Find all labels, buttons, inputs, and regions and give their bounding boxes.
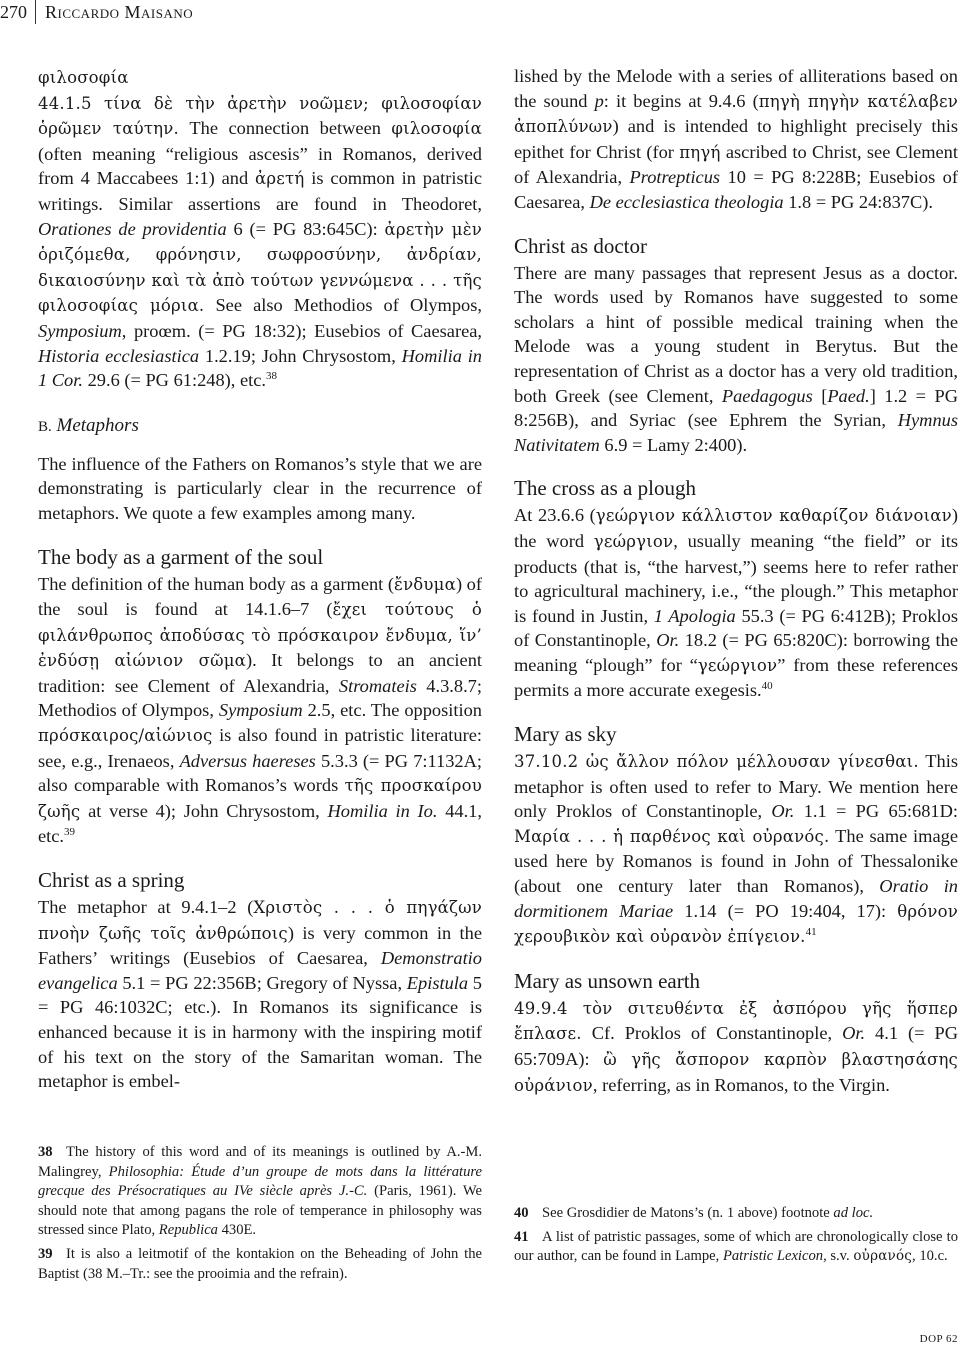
text-run: The connection between xyxy=(178,118,392,139)
text-run: is common in patristic writings. Similar assertions are found in Theodoret, xyxy=(38,168,483,214)
text-run: See Grosdidier de Matons’s (n. 1 above) footnote xyxy=(542,1205,834,1221)
subheading-body-garment: The body as a garment of the soul xyxy=(38,544,324,569)
greek-text: πηγή xyxy=(679,142,721,162)
footnote-number: 38 xyxy=(38,1144,53,1160)
greek-text: ἀρετή xyxy=(255,169,305,189)
text-run: [ xyxy=(812,385,828,406)
text-run: This metaphor is often used to refer to Mary. We mention here only Proklos of Constantinople, xyxy=(514,751,958,822)
right-column xyxy=(514,64,958,1098)
italic-text: Or. xyxy=(656,630,680,651)
text-run: lished by the Melode with a series of alliterations based on the sound xyxy=(514,66,958,111)
greek-text: γεώργιον κάλλιστον καθαρίζον διάνοιαν xyxy=(595,506,952,526)
text-run: ascribed to Christ, see Clement of Alexandria, xyxy=(514,141,958,188)
greek-text: Χριστὸς . . . ὁ πηγάζων πνοὴν ζωῆς τοῖς ἀνθρώποις xyxy=(38,898,482,943)
text-run: Cf. Proklos of Constantinople, xyxy=(581,1023,843,1044)
italic-text: ad loc. xyxy=(833,1205,874,1221)
footnote-ref: 41 xyxy=(805,926,817,939)
footnote xyxy=(38,1245,482,1284)
text-run: 29.6 (= PG 61:248), etc. xyxy=(82,370,267,391)
text-run: 6.9 = Lamy 2:400). xyxy=(599,434,748,455)
greek-text: 44.1.5 τίνα δὲ τὴν ἀρετὴν νοῶμεν; φιλοσοφίαν ὁρῶμεν ταύτην. xyxy=(38,93,482,139)
text-run: 430E. xyxy=(217,1222,257,1239)
footnote-ref: 38 xyxy=(266,370,278,383)
text-run: ” from these references permits a more accurate exegesis. xyxy=(514,654,959,701)
footnote-number: 39 xyxy=(38,1245,53,1262)
italic-text: Symposium xyxy=(218,700,303,721)
footnotes-right xyxy=(514,1204,958,1271)
footnote-text xyxy=(38,1144,482,1238)
subheading-mary-sky: Mary as sky xyxy=(514,722,617,747)
italic-text: De ecclesiastica theologia xyxy=(589,191,784,212)
italic-text: Protrepticus xyxy=(629,167,721,188)
italic-text: Homilia in 1 Cor. xyxy=(38,345,482,391)
text-run: ). It belongs to an ancient tradition: see Clement of Alexandria, xyxy=(38,650,482,696)
greek-text: οὐρανός xyxy=(853,1248,913,1265)
text-run: ) the word xyxy=(514,505,958,551)
running-head xyxy=(0,0,400,26)
italic-text: p xyxy=(594,90,604,111)
footnote-text xyxy=(38,1246,482,1282)
greek-text: ἔνδυμα xyxy=(394,574,456,594)
text-run: , s.v. xyxy=(823,1248,854,1265)
italic-text: Symposium xyxy=(38,320,122,341)
text-run: 1.8 = PG 24:837C). xyxy=(783,191,933,212)
footnote-text xyxy=(514,1229,958,1265)
text-run: 4.3.8.7; Methodios of Olympos, xyxy=(38,675,482,721)
text-run: : it begins at 9.4.6 ( xyxy=(603,90,759,111)
intro-heading: φιλοσοφία xyxy=(38,68,129,87)
text-run: A list of patristic passages, some of which are chronologically close to our author, can be found in Lampe, xyxy=(514,1228,958,1265)
text-run: 5.1 = PG 22:356B; Gregory of Nyssa, xyxy=(117,972,407,993)
text-run: See also Methodios of Olympos, xyxy=(204,295,482,316)
footnote xyxy=(514,1228,958,1267)
paragraph-christ-doctor xyxy=(514,261,958,458)
italic-text: Or. xyxy=(842,1023,866,1044)
text-run: ) is very common in the Fathers’ writings (Eusebios of Caesarea, xyxy=(38,922,482,969)
text-run: 6 (= PG 83:645C): xyxy=(226,218,385,239)
text-run: 2.5, etc. The opposition xyxy=(302,700,482,721)
paragraph-mary-sky xyxy=(514,749,958,950)
text-run: 10 = PG 8:228B; Eusebios of Caesarea, xyxy=(514,167,958,212)
greek-text: 49.9.4 τὸν σιτευθέντα ἐξ ἀσπόρου γῆς ἥσπερ ἔπλασε. xyxy=(514,998,958,1044)
text-run: , usually meaning “the field” or its products (that is, “the harvest,”) seems here to refer rather to agricultural machinery, i.e., “the plough.” This metaphor is found in Justin, xyxy=(514,530,958,626)
italic-text: Homilia in Io. xyxy=(327,800,438,821)
italic-text: Philosophia: Étude d’un groupe de mots dans la littérature grecque des Présocratiques au IVe siècle après J.-C. xyxy=(38,1163,482,1200)
text-run: The metaphor at 9.4.1–2 ( xyxy=(38,897,254,918)
greek-text: ὢ γῆς ἄσπορον καρπὸν βλαστησάσης οὐράνιον xyxy=(514,1050,958,1095)
italic-text: Demonstratio evangelica xyxy=(38,948,482,993)
section-intro-paragraph: The influence of the Fathers on Romanos’s style that we are demonstrating is particularly clear in the recurrence of metaphors. We quote a few examples among many. xyxy=(38,453,482,523)
folio-tag: DOP 62 xyxy=(919,1333,958,1345)
text-run: ] 1.2 = PG 8:256B), and Syriac (see Ephrem the Syrian, xyxy=(514,385,958,431)
text-run: 55.3 (= PG 6:412B); Proklos of Constantinople, xyxy=(514,605,958,651)
text-run: 5 = PG 46:1032C; etc.). In Romanos its significance is enhanced because it is in harmony with the inspiring motif of his text on the story of the Samaritan woman. The metaphor is embel- xyxy=(38,972,482,1092)
italic-text: Republica xyxy=(158,1222,218,1239)
text-run: is also found in patristic literature: see, e.g., Irenaeos, xyxy=(38,725,482,771)
text-run: 1.14 (= PO 19:404, 17): xyxy=(673,900,898,921)
greek-text: ἀρετὴν μὲν ὁριζόμεθα, φρόνησιν, σωφροσύνην, ἀνδρίαν, δικαιοσύνην καὶ τὰ ἀπὸ τούτων γεννώμενα . . . τῆς φιλοσοφίας μόρια. xyxy=(38,219,482,316)
paragraph-christ-spring xyxy=(38,895,482,1094)
footnotes-left xyxy=(38,1143,482,1288)
italic-text: Oratio in dormitionem Mariae xyxy=(514,876,958,921)
paragraph-continued xyxy=(514,64,958,215)
text-run: ) of the soul is found at 14.1.6–7 ( xyxy=(38,573,482,620)
footnote-ref: 39 xyxy=(64,826,76,839)
italic-text: Hymnus Nativitatem xyxy=(514,410,958,455)
italic-text: Epistula xyxy=(406,972,469,993)
italic-text: Patristic Lexicon xyxy=(722,1248,824,1265)
text-run: 4.1 (= PG 65:709A): xyxy=(514,1023,958,1069)
italic-text: Adversus haereses xyxy=(179,750,316,771)
section-heading xyxy=(38,413,482,440)
greek-text: γεώργιον xyxy=(697,655,778,675)
paragraph-body-garment xyxy=(38,572,482,850)
greek-text: γεώργιον xyxy=(593,531,674,551)
paragraph-mary-earth xyxy=(514,996,958,1098)
section-label: Metaphors xyxy=(56,414,139,436)
text-run: at verse 4); John Chrysostom, xyxy=(80,800,328,821)
text-run: , proœm. (= PG 18:32); Eusebios of Caesarea, xyxy=(121,320,482,341)
greek-text: ἔχει τούτους ὁ φιλάνθρωπος ἀποδύσας τὸ πρόσκαιρον ἔνδυμα, ἵν’ ἐνδύσῃ αἰώνιον σῶμα xyxy=(38,600,482,671)
text-run: 44.1, etc. xyxy=(38,800,482,847)
subheading-christ-doctor: Christ as doctor xyxy=(514,233,647,258)
greek-text: θρόνον χερουβικὸν καὶ οὐρανὸν ἐπίγειον. xyxy=(514,901,958,947)
footnote-number: 41 xyxy=(514,1228,529,1245)
greek-text: τῆς προσκαίρου ζωῆς xyxy=(38,776,482,821)
intro-paragraph xyxy=(38,91,482,393)
italic-text: Historia ecclesiastica xyxy=(38,345,200,366)
footnote-ref: 40 xyxy=(761,680,773,693)
text-run: The definition of the human body as a garment ( xyxy=(38,573,395,594)
text-run: It is also a leitmotif of the kontakion on the Beheading of John the Baptist (38 M.–Tr.: see the prooimia and the refrain). xyxy=(38,1245,482,1282)
text-run: , 10.c. xyxy=(912,1248,948,1265)
greek-text: πρόσκαιρος/αἰώνιος xyxy=(38,726,213,746)
page-number: 270 xyxy=(0,0,36,24)
text-run: The same image used here by Romanos is found in John of Thessalonike (about one century later than Romanos), xyxy=(514,825,958,897)
greek-text: Μαρία . . . ἡ παρθένος καὶ οὐρανός. xyxy=(514,826,830,846)
text-run: 18.2 (= PG 65:820C): borrowing the meaning “plough” for “ xyxy=(514,630,958,675)
italic-text: Stromateis xyxy=(338,675,417,696)
running-head-author: Riccardo Maisano xyxy=(45,2,194,22)
section-letter: B. xyxy=(38,418,52,435)
text-run: 1.1 = PG 65:681D: xyxy=(794,801,958,822)
italic-text: 1 Apologia xyxy=(653,605,736,626)
text-run: 1.2.19; John Chrysostom, xyxy=(199,345,402,366)
text-run: At 23.6.6 ( xyxy=(514,505,596,526)
text-run: 5.3.3 (= PG 7:1132A; also comparable with Romanos’s words xyxy=(38,750,483,796)
italic-text: Paed. xyxy=(827,385,870,406)
footnote-text xyxy=(542,1205,873,1221)
footnote xyxy=(38,1143,482,1241)
paragraph-cross-plough xyxy=(514,503,958,703)
footnote xyxy=(514,1204,958,1224)
italic-text: Orationes de providentia xyxy=(38,218,227,239)
subheading-mary-earth: Mary as unsown earth xyxy=(514,968,701,993)
text-run: (Paris, 1961). We should note that among pagans the role of temperance in philosophy was stressed since Plato, xyxy=(38,1183,483,1239)
greek-text: 37.10.2 ὡς ἄλλον πόλον μέλλουσαν γίνεσθαι. xyxy=(514,752,919,772)
footnote-number: 40 xyxy=(514,1205,529,1221)
text-run: The history of this word and of its meanings is outlined by A.-M. Malingrey, xyxy=(38,1144,482,1180)
italic-text: Or. xyxy=(771,801,795,822)
text-run: There are many passages that represent Jesus as a doctor. The words used by Romanos have suggested to some scholars a hint of possible medical training when the Melode was a young student in Berytus. But the representation of Christ as a doctor has a very old tradition, both Greek (see Clement, xyxy=(514,262,958,406)
greek-text: πηγὴ πηγὴν κατέλαβεν ἀποπλύνων xyxy=(514,91,959,137)
left-column xyxy=(38,66,482,1094)
text-run: (often meaning “religious ascesis” in Romanos, derived from 4 Maccabees 1:1) and xyxy=(38,143,482,189)
greek-text: φιλοσοφία xyxy=(391,119,482,139)
subheading-cross-plough: The cross as a plough xyxy=(514,476,696,501)
italic-text: Paedagogus xyxy=(721,385,813,406)
text-run: , referring, as in Romanos, to the Virgin. xyxy=(592,1074,890,1095)
subheading-christ-spring: Christ as a spring xyxy=(38,868,185,893)
text-run: ) and is intended to highlight precisely this epithet for Christ (for xyxy=(514,116,958,162)
